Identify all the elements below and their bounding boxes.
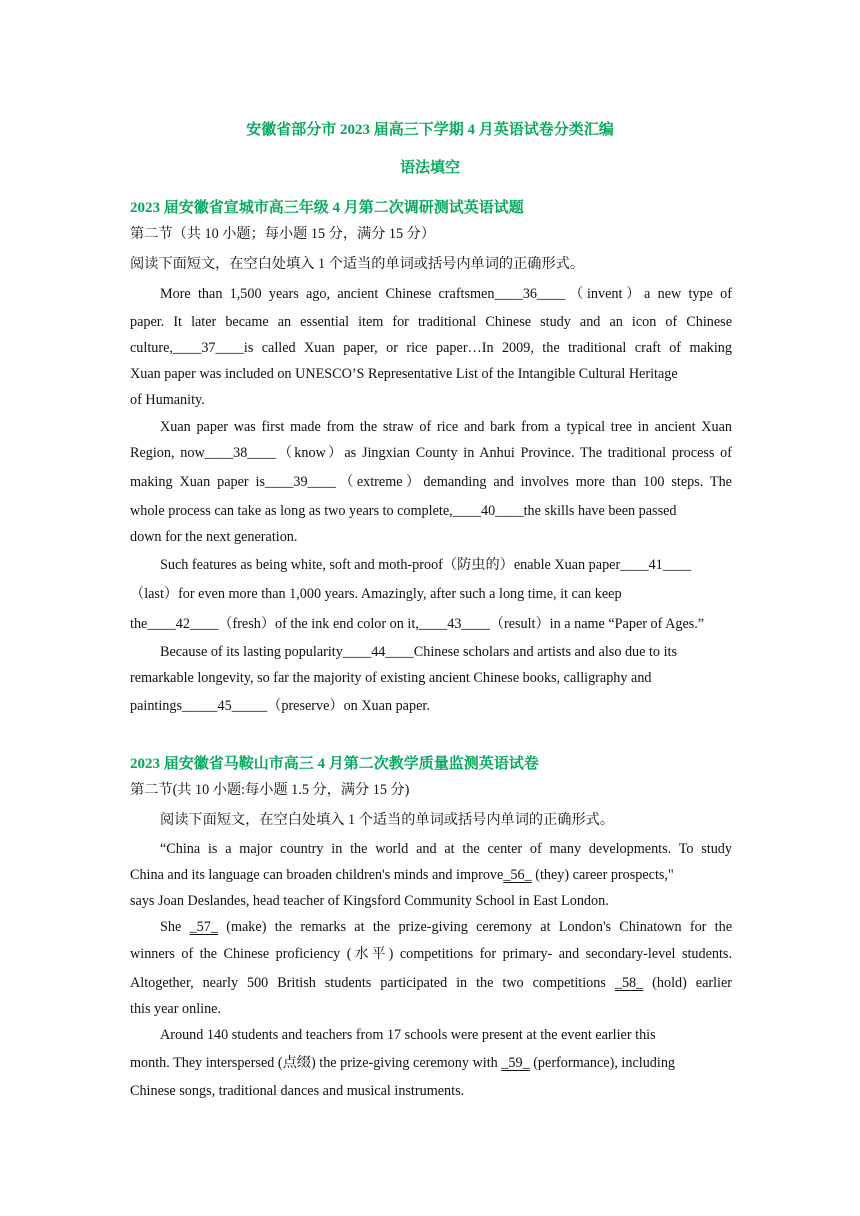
blank-57: _57_: [189, 919, 218, 935]
section1-instruction: 阅读下面短文，在空白处填入 1 个适当的单词或括号内单词的正确形式。: [130, 256, 585, 272]
passage1-line: down for the next generation.: [130, 529, 298, 545]
section1-part-info: 第二节（共 10 小题；每小题 15 分，满分 15 分）: [130, 226, 436, 242]
section1-heading: 2023 届安徽省宣城市高三年级 4 月第二次调研测试英语试题: [130, 200, 524, 216]
blank-43: ____43____: [418, 616, 490, 632]
passage1-line: the____42____（fresh）of the ink end color on it,____43____（result）in a name “Paper of Ages.”: [130, 616, 705, 632]
passage1-line: culture,____37____is called Xuan paper, or rice paper…In 2009, the traditional craft of making: [130, 340, 732, 356]
passage2-line: says Joan Deslandes, head teacher of Kingsford Community School in East London.: [130, 893, 609, 909]
passage2-line: China and its language can broaden children's minds and improve_56_ (they) career prospects,": [130, 867, 674, 883]
blank-42: ____42____: [147, 616, 219, 632]
blank-44: ____44____: [342, 644, 414, 660]
blank-56: _56_: [503, 867, 532, 883]
blank-38: ____38____: [204, 445, 276, 461]
passage1-line: Xuan paper was first made from the straw of rice and bark from a typical tree in ancient Xuan: [160, 419, 732, 435]
blank-45: _____45_____: [182, 698, 268, 714]
blank-36: ____36____: [494, 286, 566, 302]
passage1-line: Region, now____38____（know）as Jingxian County in Anhui Province. The traditional process of: [130, 445, 732, 461]
blank-58: _58_: [614, 975, 644, 991]
passage2-line: “China is a major country in the world and at the center of many developments. To study: [160, 841, 732, 857]
passage2-line: She _57_ (make) the remarks at the prize-giving ceremony at London's Chinatown for the: [160, 919, 733, 935]
passage1-line: Such features as being white, soft and moth-proof（防虫的）enable Xuan paper____41____: [160, 557, 692, 573]
blank-41: ____41____: [620, 557, 692, 573]
passage2-line: Chinese songs, traditional dances and musical instruments.: [130, 1083, 465, 1099]
blank-37: ____37____: [172, 340, 244, 356]
passage1-line: More than 1,500 years ago, ancient Chinese craftsmen____36____（invent）a new type of: [160, 286, 732, 302]
passage1-line: Because of its lasting popularity____44____Chinese scholars and artists and also due to its: [160, 644, 677, 660]
passage1-line: paper. It later became an essential item for traditional Chinese study and an icon of Chinese: [130, 314, 732, 330]
passage1-line: paintings_____45_____（preserve）on Xuan paper.: [130, 698, 430, 714]
passage2-line: Altogether, nearly 500 British students participated in the two competitions _58_ (hold) earlier: [130, 975, 733, 991]
section2-instruction: 阅读下面短文，在空白处填入 1 个适当的单词或括号内单词的正确形式。: [160, 812, 615, 828]
blank-40: ____40____: [452, 503, 524, 519]
passage2-line: this year online.: [130, 1001, 222, 1017]
blank-39: ____39____: [264, 474, 336, 490]
passage1-line: making Xuan paper is____39____（extreme）demanding and involves more than 100 steps. The: [130, 474, 732, 490]
passage1-line: （last）for even more than 1,000 years. Amazingly, after such a long time, it can keep: [130, 586, 622, 602]
passage2-line: month. They interspersed (点缀) the prize-giving ceremony with _59_ (performance), including: [130, 1055, 676, 1071]
passage1-line: remarkable longevity, so far the majority of existing ancient Chinese books, calligraphy and: [130, 670, 652, 686]
document-subtitle: 语法填空: [399, 160, 460, 176]
blank-59: _59_: [501, 1055, 530, 1071]
passage1-line: whole process can take as long as two years to complete,____40____the skills have been passed: [130, 503, 677, 519]
section2-part-info: 第二节(共 10 小题:每小题 1.5 分，满分 15 分): [130, 782, 410, 798]
passage2-line: Around 140 students and teachers from 17 schools were present at the event earlier this: [160, 1027, 656, 1043]
passage2-line: winners of the Chinese proficiency (水平) competitions for primary- and secondary-level students.: [130, 946, 732, 962]
passage1-line: of Humanity.: [130, 392, 205, 408]
section2-heading: 2023 届安徽省马鞍山市高三 4 月第二次教学质量监测英语试卷: [130, 756, 539, 772]
passage1-line: Xuan paper was included on UNESCO’S Representative List of the Intangible Cultural Heritage: [130, 366, 678, 382]
document-title: 安徽省部分市 2023 届高三下学期 4 月英语试卷分类汇编: [246, 122, 614, 138]
